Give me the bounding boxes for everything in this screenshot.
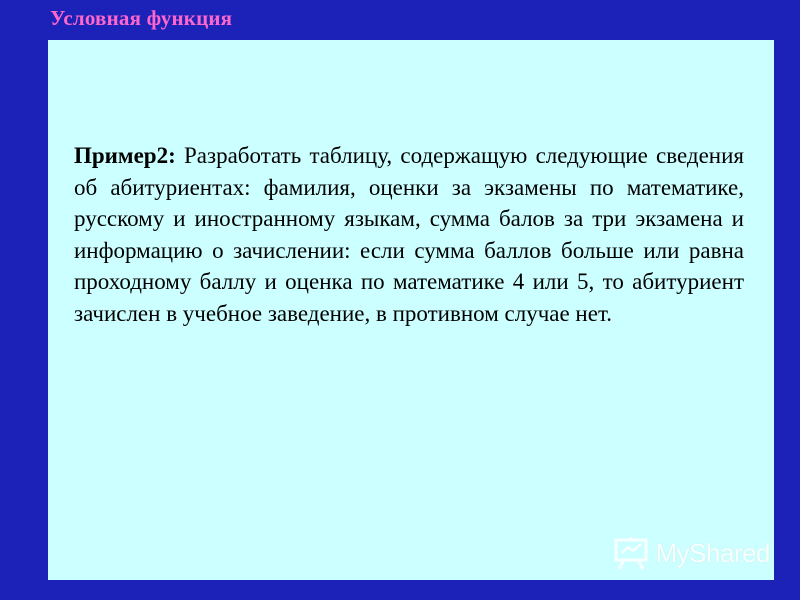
- example-paragraph: [74, 140, 744, 329]
- example-text: Разработать таблицу, содержащую следующие сведения об абитуриентах: фамилия, оценки за экзамены по математике, русскому и иностранному языкам, сумма балов за три экзамена и информацию о зачислении: если сумма баллов больше или равна проходному баллу и оценка по математике 4 или 5, то абитуриент зачислен в учебное заведение, в противном случае нет.: [74, 143, 744, 326]
- example-label: Пример2:: [74, 143, 176, 168]
- presentation-board-icon: [614, 536, 652, 570]
- watermark-text: MyShared: [655, 537, 770, 568]
- slide-title: Условная функция: [50, 6, 233, 30]
- content-panel: [48, 40, 774, 580]
- watermark: [614, 536, 771, 570]
